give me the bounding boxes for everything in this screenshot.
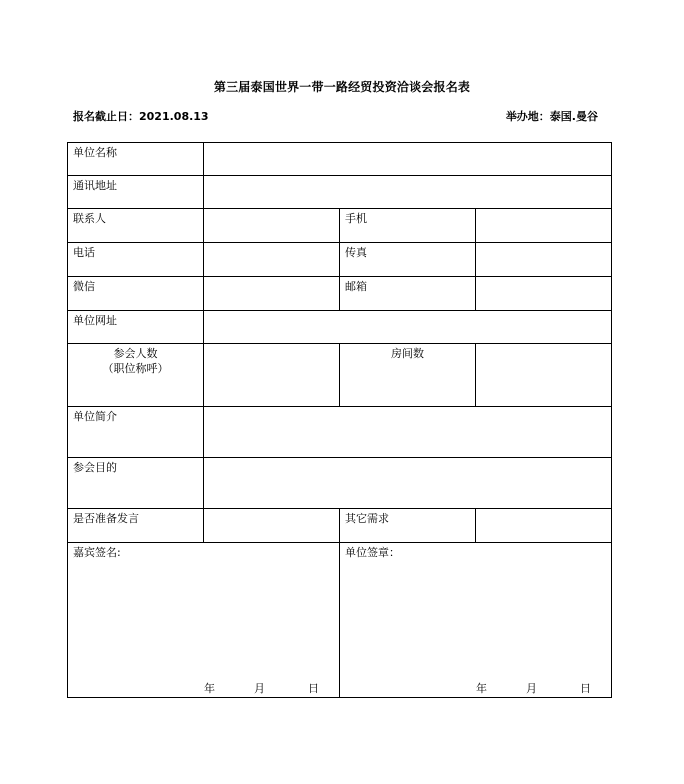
- field-address[interactable]: [204, 176, 612, 209]
- field-rooms[interactable]: [476, 344, 612, 407]
- row-phone: [68, 243, 612, 277]
- guest-date-year: 年: [204, 682, 215, 695]
- field-org-name[interactable]: [204, 143, 612, 176]
- row-intro: [68, 407, 612, 458]
- label-attendees-line2: （职位称呼）: [102, 362, 169, 375]
- field-wechat[interactable]: [204, 277, 340, 311]
- field-email[interactable]: [476, 277, 612, 311]
- field-speech[interactable]: [204, 509, 340, 543]
- row-contact: [68, 209, 612, 243]
- label-rooms: 房间数: [340, 344, 476, 407]
- label-mobile: 手机: [340, 209, 476, 243]
- field-fax[interactable]: [476, 243, 612, 277]
- row-org-name: [68, 143, 612, 176]
- row-purpose: [68, 458, 612, 509]
- label-contact: 联系人: [68, 209, 204, 243]
- label-address: 通讯地址: [68, 176, 204, 209]
- label-wechat: 微信: [68, 277, 204, 311]
- form-title: 第三届泰国世界一带一路经贸投资洽谈会报名表: [213, 80, 471, 94]
- row-wechat: [68, 277, 612, 311]
- label-org-name: 单位名称: [68, 143, 204, 176]
- row-website: [68, 311, 612, 344]
- label-speech: 是否准备发言: [68, 509, 204, 543]
- registration-deadline: 报名截止日：2021.08.13: [73, 110, 209, 123]
- field-mobile[interactable]: [476, 209, 612, 243]
- field-intro[interactable]: [204, 407, 612, 458]
- label-attendees-line1: 参会人数: [113, 347, 158, 360]
- field-other[interactable]: [476, 509, 612, 543]
- org-date-month: 月: [526, 682, 537, 695]
- field-phone[interactable]: [204, 243, 340, 277]
- guest-date-day: 日: [308, 682, 319, 695]
- org-date-day: 日: [580, 682, 591, 695]
- field-website[interactable]: [204, 311, 612, 344]
- label-attendees: [68, 344, 204, 407]
- label-org-seal: 单位签章：: [345, 546, 400, 559]
- field-purpose[interactable]: [204, 458, 612, 509]
- field-attendees[interactable]: [204, 344, 340, 407]
- label-website: 单位网址: [68, 311, 204, 344]
- venue-location: 举办地：泰国.曼谷: [505, 110, 598, 123]
- label-other: 其它需求: [340, 509, 476, 543]
- guest-signature-area[interactable]: [68, 543, 340, 698]
- registration-form-table: [67, 142, 612, 698]
- label-phone: 电话: [68, 243, 204, 277]
- row-address: [68, 176, 612, 209]
- row-signatures: [68, 543, 612, 698]
- row-attendees: [68, 344, 612, 407]
- label-purpose: 参会目的: [68, 458, 204, 509]
- label-email: 邮箱: [340, 277, 476, 311]
- label-fax: 传真: [340, 243, 476, 277]
- label-guest-sign: 嘉宾签名:: [73, 546, 121, 559]
- label-intro: 单位简介: [68, 407, 204, 458]
- row-speech: [68, 509, 612, 543]
- org-date-year: 年: [476, 682, 487, 695]
- org-seal-area[interactable]: [340, 543, 612, 698]
- field-contact[interactable]: [204, 209, 340, 243]
- guest-date-month: 月: [254, 682, 265, 695]
